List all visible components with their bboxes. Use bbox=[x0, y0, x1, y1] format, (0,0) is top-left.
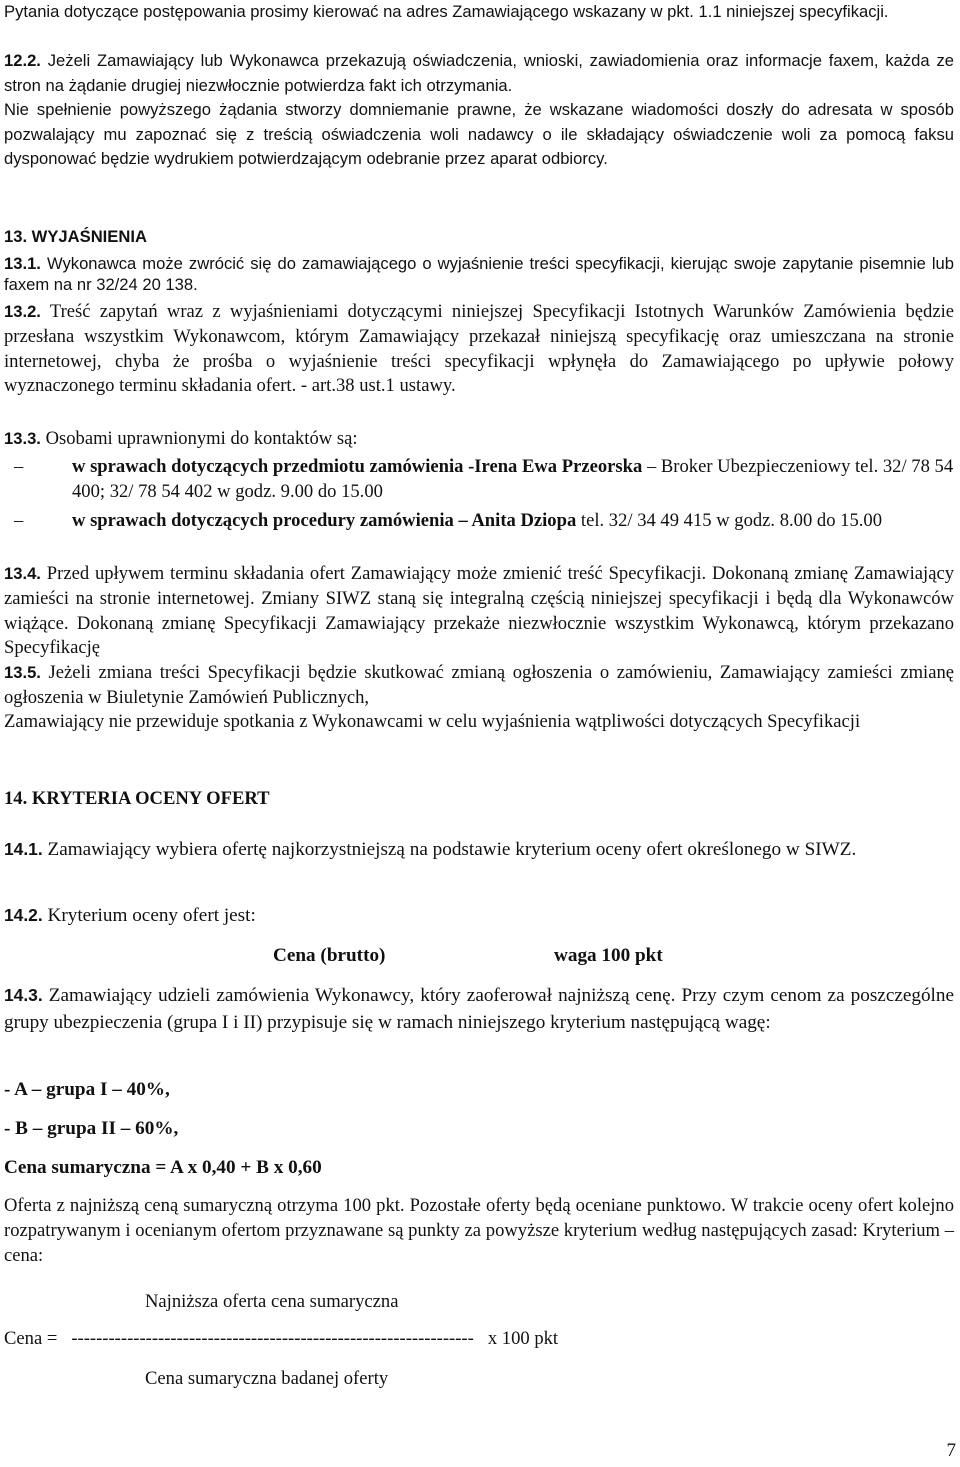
section-13-2-text: Treść zapytań wraz z wyjaśnieniami dotyczącymi niniejszej Specyfikacji Istotnych Warunków Zamówienia będzie przesłana wszystkim Wykonawcom, którym Zamawiający przekazał niniejszą specyfikację oraz umieszczana na stronie internetowej, chyba że prośba o wyjaśnienie treści specyfikacji wpłynęła do Zamawiającego po upływie połowy wyznaczonego terminu składania ofert. - art.38 ust.1 ustawy. bbox=[4, 301, 954, 397]
dash-bullet: – bbox=[14, 456, 24, 477]
section-14-2-text: Kryterium oceny ofert jest: bbox=[42, 905, 256, 926]
section-12-2-text: Jeżeli Zamawiający lub Wykonawca przekazują oświadczenia, wnioski, zawiadomienia oraz informacje faxem, każda ze stron na żądanie drugiej niezwłocznie potwierdza fakt ich otrzymania. bbox=[4, 51, 954, 95]
contact-procedure-details: tel. 32/ 34 49 415 w godz. 8.00 do 15.00 bbox=[576, 510, 882, 531]
formula-lhs: Cena = bbox=[4, 1328, 58, 1349]
group-b-weight: - B – grupa II – 60%, bbox=[4, 1118, 179, 1139]
section-14-3 bbox=[4, 982, 954, 1036]
section-13-1-text: Wykonawca może zwrócić się do zamawiającego o wyjaśnienie treści specyfikacji, kierując swoje zapytanie pisemnie lub faxem na nr 32/24 20 138. bbox=[4, 254, 954, 294]
section-14-1-text: Zamawiający wybiera ofertę najkorzystniejszą na podstawie kryterium oceny ofert określonego w SIWZ. bbox=[42, 839, 857, 860]
heading-13: 13. WYJAŚNIENIA bbox=[4, 227, 147, 246]
section-13-2-number: 13.2. bbox=[4, 302, 41, 321]
formula-multiplier: x 100 pkt bbox=[487, 1328, 559, 1349]
section-13-4-text: Przed upływem terminu składania ofert Zamawiający może zmienić treść Specyfikacji. Dokonaną zmianę Zamawiający zamieści na stronie internetowej. Zmiany SIWZ staną się integralną częścią niniejszej specyfikacji i będą dla Wykonawców wiążące. Dokonaną zmianę Specyfikacji Zamawiający przekaże niezwłocznie wszystkim Wykonawcą, którym przekazano Specyfikację bbox=[4, 563, 954, 659]
formula-denominator: Cena sumaryczna badanej oferty bbox=[145, 1368, 389, 1389]
section-14-1-number: 14.1. bbox=[4, 839, 43, 859]
contact-item-procedure bbox=[4, 509, 954, 534]
criterion-label: Cena (brutto) bbox=[273, 945, 386, 966]
section-13-2 bbox=[4, 300, 954, 399]
section-14-3-number: 14.3. bbox=[4, 985, 43, 1005]
dash-bullet: – bbox=[14, 510, 24, 531]
section-13-3-text: Osobami uprawnionymi do kontaktów są: bbox=[40, 428, 358, 449]
section-13-5-text: Jeżeli zmiana treści Specyfikacji będzie skutkować zmianą ogłoszenia o zamówieniu, Zamawiający zamieści zmianę ogłoszenia w Biuletynie Zamówień Publicznych, bbox=[4, 662, 954, 708]
section-14-3-text: Zamawiający udzieli zamówienia Wykonawcy, który zaoferował najniższą cenę. Przy czym cenom za poszczególne grupy ubezpieczenia (grupa I i II) przypisuje się w ramach niniejszego kryterium następującą wagę: bbox=[4, 985, 954, 1033]
section-12-2-continued: Nie spełnienie powyższego żądania stworzy domniemanie prawne, że wskazane wiadomości doszły do adresata w sposób pozwalający mu zapoznać się z treścią oświadczenia woli nadawcy o ile składający oświadczenie woli za pomocą faksu dysponować będzie wydrukiem potwierdzającym odebranie przez aparat odbiorcy. bbox=[4, 100, 954, 168]
section-13-5-continued: Zamawiający nie przewiduje spotkania z Wykonawcami w celu wyjaśnienia wątpliwości dotyczących Specyfikacji bbox=[4, 711, 861, 732]
section-12-2 bbox=[4, 49, 954, 98]
section-14-1 bbox=[4, 836, 954, 863]
section-13-3 bbox=[4, 427, 358, 452]
section-13-3-number: 13.3. bbox=[4, 429, 41, 448]
formula-numerator: Najniższa oferta cena sumaryczna bbox=[145, 1291, 399, 1312]
section-13-4 bbox=[4, 562, 954, 661]
section-13-4-number: 13.4. bbox=[4, 564, 41, 583]
offer-scoring-paragraph: Oferta z najniższą ceną sumaryczną otrzyma 100 pkt. Pozostałe oferty będą oceniane punktowo. W trakcie oceny ofert kolejno rozpatrywanym i ocenianym ofertom przyznawane są punkty za powyższe kryterium według następujących zasad: Kryterium – cena: bbox=[4, 1195, 954, 1266]
section-13-1 bbox=[4, 253, 954, 295]
contact-subject-details: – Broker Ubezpieczeniowy tel. 32/ 78 54 400; 32/ 78 54 402 w godz. 9.00 do 15.00 bbox=[72, 456, 954, 502]
contact-subject-label: w sprawach dotyczących przedmiotu zamówienia -Irena Ewa Przeorska bbox=[72, 456, 643, 477]
section-14-2 bbox=[4, 902, 256, 929]
section-14-2-number: 14.2. bbox=[4, 905, 43, 925]
group-a-weight: - A – grupa I – 40%, bbox=[4, 1079, 170, 1100]
section-13-1-number: 13.1. bbox=[4, 254, 41, 273]
section-12-2-number: 12.2. bbox=[4, 51, 41, 70]
contact-procedure-label: w sprawach dotyczących procedury zamówienia – Anita Dziopa bbox=[72, 510, 577, 531]
criterion-weight: waga 100 pkt bbox=[554, 945, 663, 966]
heading-14: 14. KRYTERIA OCENY OFERT bbox=[4, 788, 270, 809]
section-13-5 bbox=[4, 661, 954, 711]
page-number: 7 bbox=[946, 1440, 956, 1461]
contact-item-subject bbox=[4, 455, 954, 505]
formula-fraction-line: ----------------------------------------------------------------- bbox=[71, 1328, 474, 1349]
section-13-5-number: 13.5. bbox=[4, 663, 41, 682]
formula-row bbox=[4, 1327, 558, 1352]
sum-formula: Cena sumaryczna = A x 0,40 + B x 0,60 bbox=[4, 1157, 322, 1178]
intro-paragraph: Pytania dotyczące postępowania prosimy kierować na adres Zamawiającego wskazany w pkt. 1.1 niniejszej specyfikacji. bbox=[4, 2, 889, 21]
